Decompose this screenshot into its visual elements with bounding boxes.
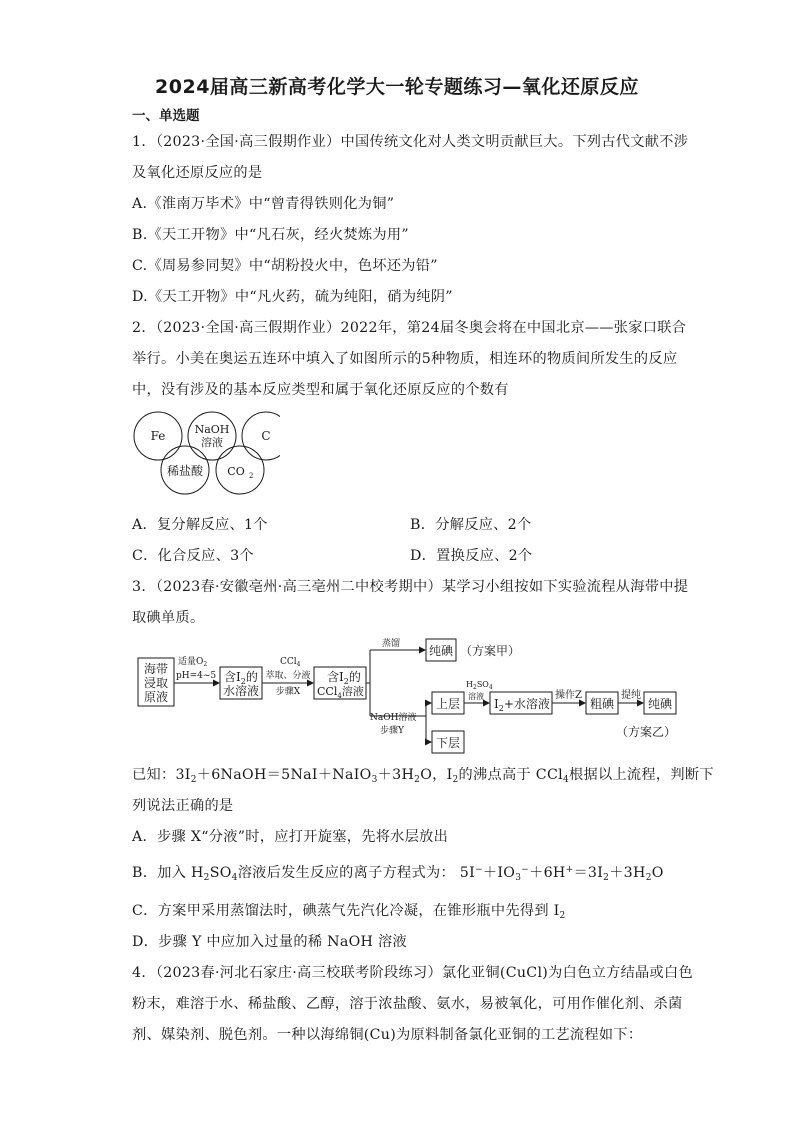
plan-b-note: （方案乙） <box>616 725 677 739</box>
arrow2-label1: CCl$_4$ <box>280 657 301 668</box>
arrow2-label3: 步骤X <box>275 687 301 697</box>
arrow1-label1: 适量$O_2$ <box>178 657 208 668</box>
crude-iodine-label: 粗碘 <box>589 697 615 711</box>
q1-option-b: B.《天工开物》中“凡石灰，经火焚炼为用” <box>132 227 409 243</box>
box2-line2: 水溶液 <box>222 684 260 698</box>
ring-label-naoh: NaOH <box>194 423 230 436</box>
q1-option-d: D.《天工开物》中“凡火药，硫为纯阳，硝为纯阴” <box>132 289 453 305</box>
q1-option-a: A.《淮南万毕术》中“曾青得铁则化为铜” <box>132 196 395 212</box>
arrow2-label2: 萃取、分液 <box>265 671 311 681</box>
q3-stem-line1: 3．（2023春·安徽亳州·高三亳州二中校考期中）某学习小组按如下实验流程从海带中提 <box>132 579 689 595</box>
olympic-rings-diagram <box>130 410 280 500</box>
iodine-extraction-flowchart <box>132 632 692 754</box>
box1-line3: 原液 <box>143 690 169 704</box>
box3-line1: 含$I_2$的 <box>327 670 361 686</box>
q4-stem-line2: 粉末，难溶于水、稀盐酸、乙醇，溶于浓盐酸、氨水，易被氧化，可用作催化剂、杀菌 <box>132 996 683 1012</box>
operation-z-label: 操作Z <box>555 690 582 701</box>
ring-label-hcl: 稀盐酸 <box>166 464 204 478</box>
q1-option-c: C.《周易参同契》中“胡粉投火中，色坏还为铅” <box>132 258 438 274</box>
q3-stem-line2: 取碘单质。 <box>132 610 205 626</box>
q2-stem-line2: 举行。小美在奥运五连环中填入了如图所示的5种物质，相连环的物质间所发生的反应 <box>132 351 678 367</box>
box1-line1: 海带 <box>143 662 169 676</box>
q3-known-line1: 已知：$3I_2+6NaOH=5NaI+NaIO_3+3H_2O$，$I_2$的沸点高于 CCl$_4$根据以上流程，判断下 <box>132 767 714 785</box>
ring-label-solution: 溶液 <box>201 436 223 449</box>
q2-stem-line1: 2．（2023·全国·高三假期作业）2022年，第24届冬奥会将在中国北京——张家口联合 <box>132 320 687 336</box>
ring-label-c: C <box>261 429 271 443</box>
q3-option-d: D．步骤 Y 中应加入过量的稀 NaOH 溶液 <box>132 934 407 950</box>
q2-option-c: C．化合反应、3个 <box>132 548 254 564</box>
q2-option-b: B．分解反应、2个 <box>410 517 532 533</box>
q3-option-c: C．方案甲采用蒸馏法时，碘蒸气先汽化冷凝，在锥形瓶中先得到 $I_2$ <box>132 903 566 921</box>
i2-water-label: $I_2+$水溶液 <box>494 697 550 713</box>
upper-layer-label: 上层 <box>435 697 461 711</box>
lower-layer-label: 下层 <box>435 736 461 750</box>
distill-label: 蒸馏 <box>382 639 401 649</box>
ring-label-fe: Fe <box>150 429 166 443</box>
section-heading: 一、单选题 <box>132 108 200 124</box>
box3-line2: CCl$_4$溶液 <box>317 685 364 700</box>
q3-option-b: B．加入 $H_2SO_4$溶液后发生反应的离子方程式为： $5I^-+IO_3^-+6H^+=3I_2+3H_2O$ <box>132 865 664 883</box>
q1-stem-line2: 及氧化还原反应的是 <box>132 165 263 181</box>
q2-option-a: A．复分解反应、1个 <box>132 517 268 533</box>
q2-stem-line3: 中，没有涉及的基本反应类型和属于氧化还原反应的个数有 <box>132 382 509 398</box>
pure-iodine-a-label: 纯碘 <box>428 644 454 658</box>
naoh-label: NaOH溶液 <box>370 713 417 723</box>
page-title: 2024届高三新高考化学大一轮专题练习—氧化还原反应 <box>155 76 639 98</box>
box1-line2: 浸取 <box>143 676 169 690</box>
q2-option-d: D．置换反应、2个 <box>410 548 533 564</box>
q4-stem-line1: 4．（2023春·河北石家庄·高三校联考阶段练习）氯化亚铜(CuCl)为白色立方结晶或白色 <box>132 965 694 981</box>
q3-option-a: A．步骤 X“分液”时，应打开旋塞，先将水层放出 <box>132 829 449 845</box>
arrow1-label2: pH=4~5 <box>176 671 217 681</box>
box2-line1: 含$I_2$的 <box>224 670 258 686</box>
acid-label1: $H_2SO_4$ <box>466 680 493 691</box>
plan-a-note: （方案甲） <box>460 644 521 658</box>
purify-label: 提纯 <box>621 690 641 701</box>
q1-stem-line1: 1．（2023·全国·高三假期作业）中国传统文化对人类文明贡献巨大。下列古代文献不涉 <box>132 134 689 150</box>
q4-stem-line3: 剂、媒染剂、脱色剂。一种以海绵铜(Cu)为原料制备氯化亚铜的工艺流程如下： <box>132 1027 643 1043</box>
ring-label-co2: CO <box>227 465 245 478</box>
acid-label2: 溶液 <box>468 692 484 701</box>
step-y-label: 步骤Y <box>380 726 404 736</box>
q3-known-line2: 列说法正确的是 <box>132 798 234 814</box>
ring-label-co2-sub: 2 <box>249 472 254 480</box>
pure-iodine-b-label: 纯碘 <box>647 697 673 711</box>
